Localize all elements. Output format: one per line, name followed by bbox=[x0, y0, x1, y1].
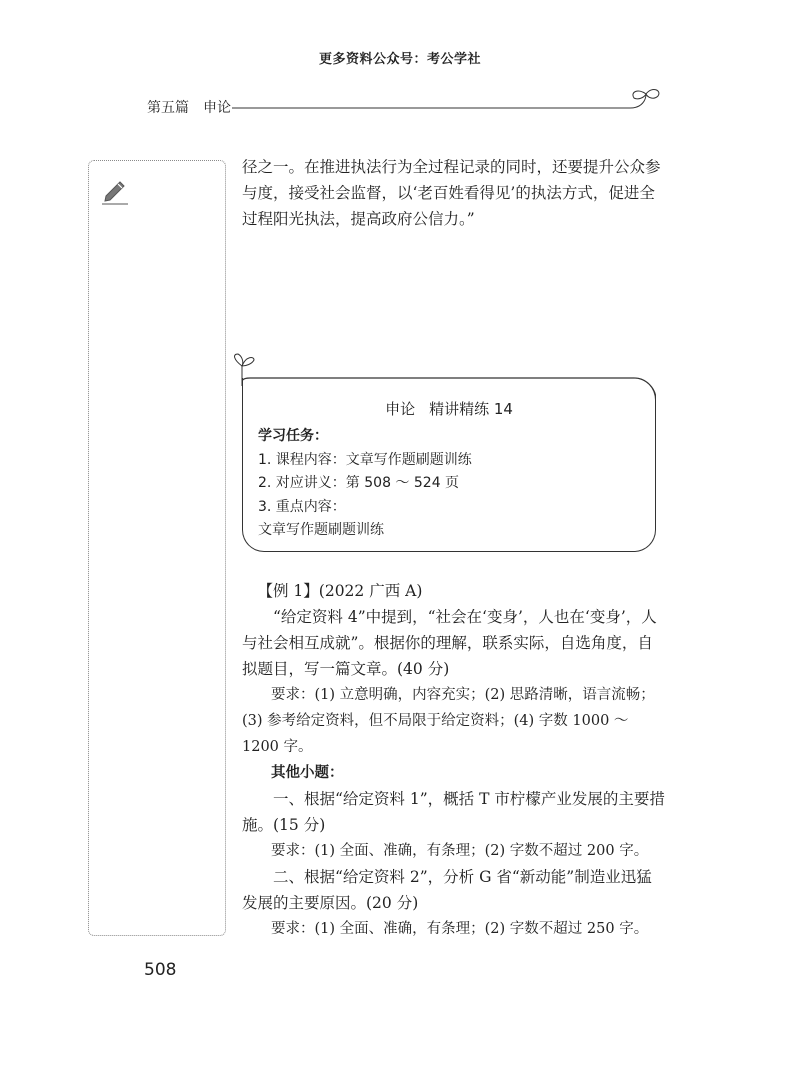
page-number: 508 bbox=[144, 960, 177, 980]
task-item: 3. 重点内容： bbox=[258, 498, 346, 515]
section-label: 申论 bbox=[203, 100, 231, 116]
course-title-subject: 申论 bbox=[385, 400, 416, 418]
course-title-session: 精讲精练 14 bbox=[429, 400, 513, 418]
sub-question-1-requirements: 要求：(1) 全面、准确，有条理；(2) 字数不超过 200 字。 bbox=[271, 843, 649, 859]
top-note: 更多资料公众号：考公学社 bbox=[318, 52, 481, 67]
course-title bbox=[242, 398, 656, 419]
example-label: 【例 1】(2022 广西 A) bbox=[257, 582, 423, 600]
task-heading: 学习任务： bbox=[258, 428, 328, 444]
header-rule-with-sprout bbox=[232, 86, 662, 126]
task-item: 2. 对应讲义：第 508 ～ 524 页 bbox=[258, 475, 460, 491]
margin-notes-box bbox=[88, 160, 226, 936]
task-item-detail: 文章写作题刷题训练 bbox=[258, 522, 384, 538]
sub-question-2: 二、根据“给定资料 2”，分析 G 省“新动能”制造业迅猛发展的主要原因。(20 分) bbox=[242, 868, 652, 912]
other-questions-heading: 其他小题： bbox=[271, 765, 344, 781]
chapter-header bbox=[147, 97, 231, 117]
intro-paragraph: 径之一。在推进执法行为全过程记录的同时，还要提升公众参与度，接受社会监督，以‘老百姓看得见’的执法方式，促进全过程阳光执法，提高政府公信力。” bbox=[242, 158, 661, 228]
chapter-label: 第五篇 bbox=[147, 100, 189, 116]
example-question: “给定资料 4”中提到，“社会在‘变身’，人也在‘变身’，人与社会相互成就”。根据你的理解，联系实际，自选角度，自拟题目，写一篇文章。(40 分) bbox=[242, 608, 657, 678]
example-requirements: 要求：(1) 立意明确，内容充实；(2) 思路清晰，语言流畅；(3) 参考给定资料，但不局限于给定资料；(4) 字数 1000 ～ 1200 字。 bbox=[242, 687, 655, 755]
example-block bbox=[242, 578, 666, 942]
task-item: 1. 课程内容：文章写作题刷题训练 bbox=[258, 451, 472, 468]
sub-question-2-requirements: 要求：(1) 全面、准确，有条理；(2) 字数不超过 250 字。 bbox=[271, 921, 649, 937]
pencil-icon bbox=[100, 176, 130, 206]
sub-question-1: 一、根据“给定资料 1”，概括 T 市柠檬产业发展的主要措施。(15 分) bbox=[242, 790, 665, 834]
course-task-list bbox=[258, 425, 638, 543]
